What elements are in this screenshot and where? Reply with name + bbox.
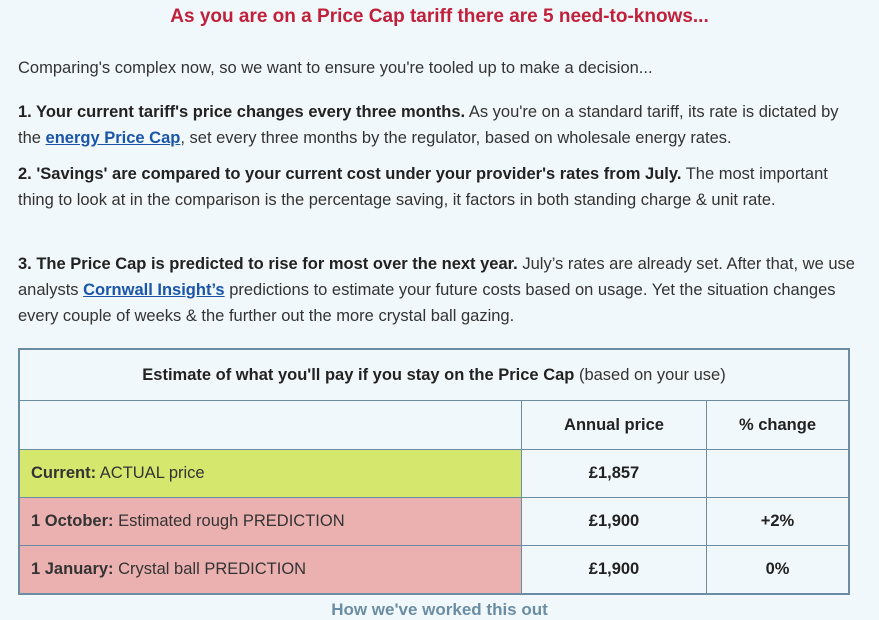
page-heading: As you are on a Price Cap tariff there are 5 need-to-knows... <box>170 6 709 27</box>
point-2-text: The most important thing to look at in the comparison is the percentage saving, it factors in both standing charge & unit rate. <box>18 165 828 209</box>
need-to-know-1 <box>18 99 863 151</box>
point-1-text-after: , set every three months by the regulator, based on wholesale energy rates. <box>180 129 732 147</box>
row-change <box>707 450 850 498</box>
point-3-text-before: July’s rates are already set. After that, we use analysts <box>18 255 855 299</box>
row-label-rest: ACTUAL price <box>96 464 205 482</box>
point-1-text-before: As you're on a standard tariff, its rate is dictated by the <box>18 103 839 147</box>
header-percent-change: % change <box>707 401 850 450</box>
price-estimate-table <box>18 348 850 595</box>
point-3-bold: 3. The Price Cap is predicted to rise for most over the next year. <box>18 255 518 273</box>
row-label-rest: Crystal ball PREDICTION <box>113 560 307 578</box>
cornwall-insight-link[interactable]: Cornwall Insight’s <box>83 281 225 299</box>
row-label <box>19 546 522 595</box>
energy-price-cap-link[interactable]: energy Price Cap <box>45 129 181 147</box>
row-price: £1,900 <box>522 498 707 546</box>
table-header-row <box>19 401 849 450</box>
row-price: £1,857 <box>522 450 707 498</box>
row-change: 0% <box>707 546 850 595</box>
row-change: +2% <box>707 498 850 546</box>
point-2-bold: 2. 'Savings' are compared to your current cost under your provider's rates from July. <box>18 165 682 183</box>
table-row <box>19 498 849 546</box>
caption-bold: Estimate of what you'll pay if you stay on the Price Cap <box>142 365 575 384</box>
table-caption-row <box>19 349 849 401</box>
table-row <box>19 450 849 498</box>
intro-text: Comparing's complex now, so we want to ensure you're tooled up to make a decision... <box>18 59 653 77</box>
header-annual-price: Annual price <box>522 401 707 450</box>
how-we-worked-link[interactable]: How we've worked this out <box>331 600 548 619</box>
row-price: £1,900 <box>522 546 707 595</box>
row-label-rest: Estimated rough PREDICTION <box>113 512 345 530</box>
row-label-bold: Current: <box>31 464 97 482</box>
row-label <box>19 450 522 498</box>
caption-rest: (based on your use) <box>574 365 726 384</box>
table-row <box>19 546 849 595</box>
row-label <box>19 498 522 546</box>
need-to-know-3 <box>18 251 863 329</box>
row-label-bold: 1 October: <box>31 512 114 530</box>
table-caption <box>19 349 849 401</box>
row-label-bold: 1 January: <box>31 560 114 578</box>
header-empty-cell <box>19 401 522 450</box>
point-1-bold: 1. Your current tariff's price changes every three months. <box>18 103 466 121</box>
point-3-text-after: predictions to estimate your future costs based on usage. Yet the situation changes every couple of weeks & the further out the more crystal ball gazing. <box>18 281 836 325</box>
need-to-know-2 <box>18 161 863 213</box>
